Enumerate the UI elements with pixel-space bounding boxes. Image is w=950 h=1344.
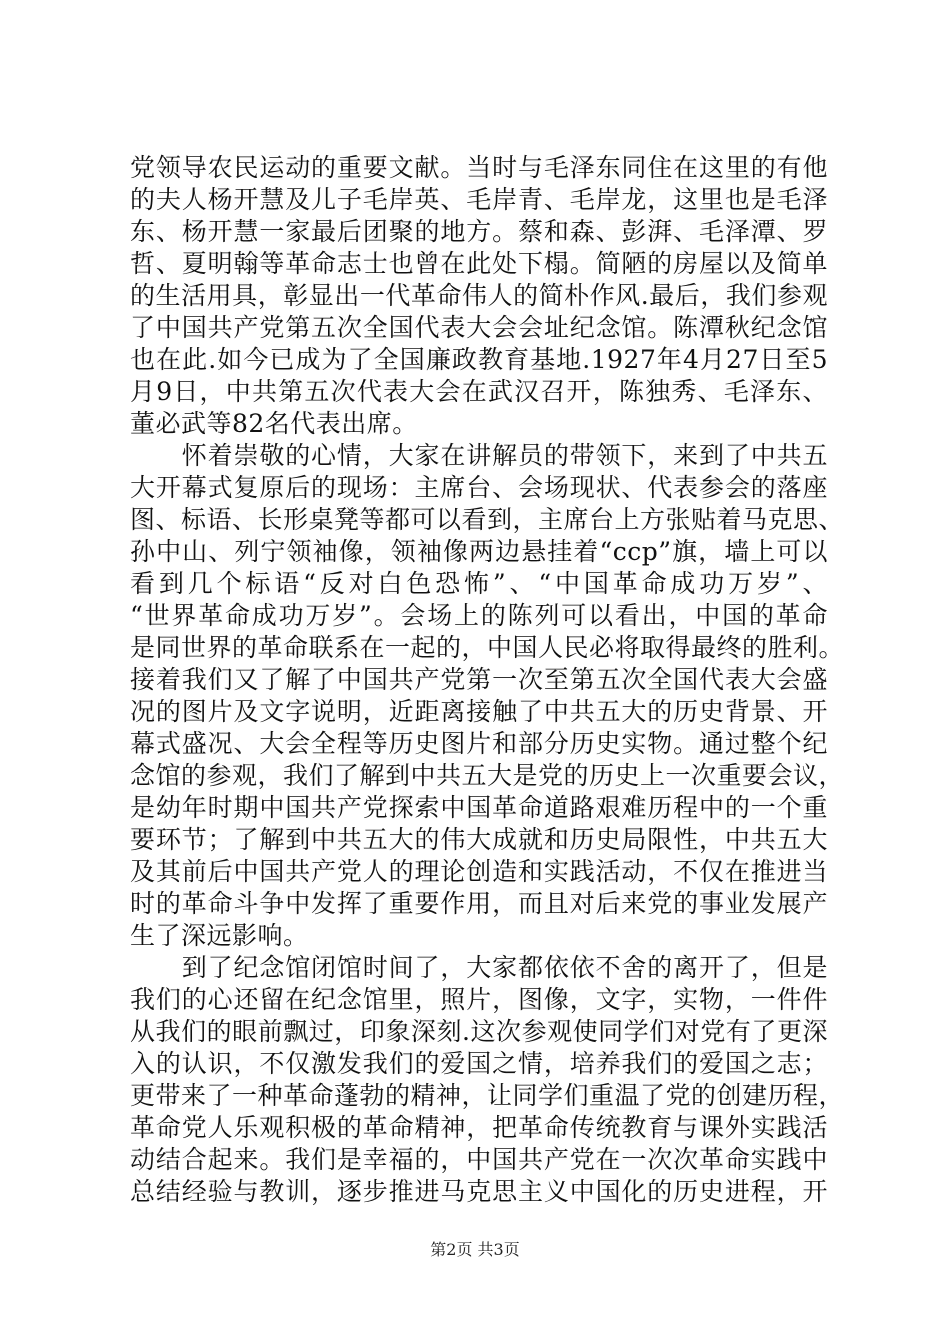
text-line: 及其前后中国共产党人的理论创造和实践活动，不仅在推进当 (130, 857, 828, 886)
page-number-footer: 第2页 共3页 (430, 1240, 520, 1259)
text-line: 的生活用具，彰显出一代革命伟人的简朴作风.最后，我们参观 (130, 281, 828, 310)
text-line: 生了深远影响。 (130, 921, 309, 950)
text-line: 是幼年时期中国共产党探索中国革命道路艰难历程中的一个重 (130, 793, 828, 822)
text-line: 是同世界的革命联系在一起的，中国人民必将取得最终的胜利。 (130, 633, 845, 662)
text-line: 幕式盛况、大会全程等历史图片和部分历史实物。通过整个纪 (130, 729, 828, 758)
text-line: 怀着崇敬的心情，大家在讲解员的带领下，来到了中共五 (130, 441, 828, 470)
text-line: 东、杨开慧一家最后团聚的地方。蔡和森、彭湃、毛泽潭、罗 (130, 217, 828, 246)
text-line: 党领导农民运动的重要文献。当时与毛泽东同住在这里的有他 (130, 153, 828, 182)
text-line: 从我们的眼前飘过，印象深刻.这次参观使同学们对党有了更深 (130, 1017, 828, 1046)
paragraph-2 (130, 440, 845, 952)
text-line: 到了纪念馆闭馆时间了，大家都依依不舍的离开了，但是 (130, 953, 828, 982)
paragraph-3 (130, 952, 845, 1208)
text-line: 的夫人杨开慧及儿子毛岸英、毛岸青、毛岸龙，这里也是毛泽 (130, 185, 828, 214)
text-line: 图、标语、长形桌凳等都可以看到，主席台上方张贴着马克思、 (130, 505, 845, 534)
text-line: 也在此.如今已成为了全国廉政教育基地.1927年4月27日至5 (130, 345, 828, 374)
text-line: 大开幕式复原后的现场：主席台、会场现状、代表参会的落座 (130, 473, 828, 502)
text-line: 革命党人乐观积极的革命精神，把革命传统教育与课外实践活 (130, 1113, 828, 1142)
text-line: 孙中山、列宁领袖像，领袖像两边悬挂着“ccp”旗，墙上可以 (130, 537, 828, 566)
text-line: 总结经验与教训，逐步推进马克思主义中国化的历史进程，开 (130, 1177, 828, 1206)
text-line: 了中国共产党第五次全国代表大会会址纪念馆。陈潭秋纪念馆 (130, 313, 828, 342)
text-line: “世界革命成功万岁”。会场上的陈列可以看出，中国的革命 (130, 601, 828, 630)
paragraph-1 (130, 152, 828, 440)
text-line: 哲、夏明翰等革命志士也曾在此处下榻。简陋的房屋以及简单 (130, 249, 828, 278)
text-line: 况的图片及文字说明，近距离接触了中共五大的历史背景、开 (130, 697, 828, 726)
text-line: 更带来了一种革命蓬勃的精神，让同学们重温了党的创建历程， (130, 1081, 845, 1110)
text-line: 动结合起来。我们是幸福的，中国共产党在一次次革命实践中 (130, 1145, 828, 1174)
text-line: 董必武等82名代表出席。 (130, 409, 418, 438)
text-line: 接着我们又了解了中国共产党第一次至第五次全国代表大会盛 (130, 665, 828, 694)
document-body (130, 152, 845, 1208)
text-line: 月9日，中共第五次代表大会在武汉召开，陈独秀、毛泽东、 (130, 377, 828, 406)
text-line: 念馆的参观，我们了解到中共五大是党的历史上一次重要会议， (130, 761, 845, 790)
text-line: 要环节；了解到中共五大的伟大成就和历史局限性，中共五大 (130, 825, 828, 854)
text-line: 时的革命斗争中发挥了重要作用，而且对后来党的事业发展产 (130, 889, 828, 918)
text-line: 我们的心还留在纪念馆里，照片，图像，文字，实物，一件件 (130, 985, 828, 1014)
text-line: 看到几个标语“反对白色恐怖”、“中国革命成功万岁”、 (130, 569, 828, 598)
text-line: 入的认识，不仅激发我们的爱国之情，培养我们的爱国之志； (130, 1049, 828, 1078)
